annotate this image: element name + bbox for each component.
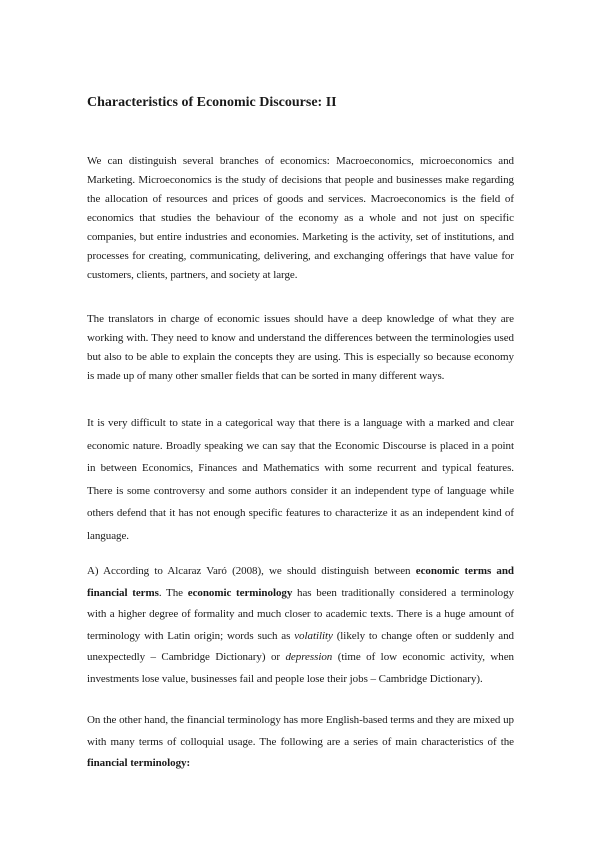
text-segment: (time of low economic activity, when investments lose value, businesses fail and people lose their jobs – Cambridge Dictionary). [87,651,514,685]
text-segment: has been traditionally considered a terminology with a higher degree of formality and much closer to academic texts. There is a huge amount of terminology with Latin origin; words such as [87,586,514,642]
bold-term-financial-terminology: financial terminology: [87,757,191,769]
text-segment: A) According to Alcaraz Varó (2008), we should distinguish between [87,565,416,577]
paragraph-financial-terminology [87,710,514,775]
bold-term-economic-terminology: economic terminology [187,586,293,599]
paragraph-economic-discourse-nature: It is very difficult to state in a categorical way that there is a language with a marked and clear economic nature. Broadly speaking we can say that the Economic Discourse is placed in a point in between Economics, Finances and Mathematics with some recurrent and typical features. There is some controversy and some authors consider it an independent type of language while others defend that it has not enough specific features to characterize it as an independent kind of language. [87,417,514,542]
paragraph-translators: The translators in charge of economic issues should have a deep knowledge of what they are working with. They need to know and understand the differences between the terminologies used but also to be able to explain the concepts they are using. This is especially so because economy is made up of many other smaller fields that can be sorted in many different ways. [87,313,514,382]
paragraph-branches-of-economics: We can distinguish several branches of economics: Macroeconomics, microeconomics and Marketing. Microeconomics is the study of decisions that people and businesses make regarding the allocation of resources and prices of goods and services. Macroeconomics is the field of economics that studies the behaviour of the economy as a whole and not just on specific companies, but entire industries and economies. Marketing is the activity, set of institutions, and processes for creating, communicating, delivering, and exchanging offerings that have value for customers, clients, partners, and society at large. [87,155,514,281]
italic-term-depression: depression [285,651,333,663]
text-segment: (likely to change often or suddenly and unexpectedly – Cambridge Dictionary) or [87,629,514,663]
bold-term-economic-financial: economic terms and financial terms [87,565,514,599]
text-segment: . The [158,586,188,599]
text-segment: On the other hand, the financial terminology has more English-based terms and they are mixed up with many terms of colloquial usage. The following are a series of main characteristics of the [87,714,514,748]
paragraph-economic-terms [87,561,514,690]
document-title: Characteristics of Economic Discourse: II [87,95,337,110]
italic-term-volatility: volatility [294,629,333,642]
